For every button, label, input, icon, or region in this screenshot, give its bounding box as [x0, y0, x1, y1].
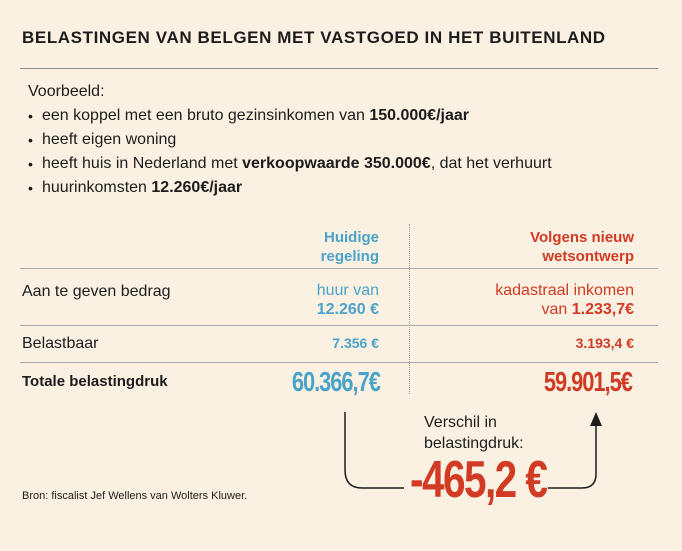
arrow-up-icon [590, 412, 602, 426]
difference-caption-line1: Verschil in [424, 414, 497, 431]
difference-value: -465,2 € [410, 451, 547, 509]
bullet-icon: • [28, 108, 33, 124]
cell-amount-new-line2-bold: 1.233,7€ [571, 301, 634, 318]
source-note: Bron: fiscalist Jef Wellens van Wolters Kluwer. [22, 490, 248, 502]
difference-caption-line2: belastingdruk: [424, 435, 524, 452]
bullet-icon: • [28, 156, 33, 172]
item-bold: 12.260€/jaar [151, 179, 243, 196]
difference-caption [424, 412, 524, 454]
item-text: heeft eigen woning [42, 131, 177, 148]
row-label-total: Totale belastingdruk [22, 373, 168, 390]
bullet-icon: • [28, 180, 33, 196]
item-text: een koppel met een bruto gezinsinkomen van [42, 107, 370, 124]
cell-taxable-new: 3.193,4 € [575, 335, 634, 351]
item-text-post: , dat het verhuurt [430, 155, 552, 172]
example-intro: Voorbeeld: [28, 83, 105, 100]
cell-amount-current-line1: huur van [316, 282, 379, 299]
item-bold: verkoopwaarde 350.000€ [242, 155, 431, 172]
cell-amount-new-line1: kadastraal inkomen [495, 282, 634, 299]
connector-line [548, 424, 596, 488]
cell-taxable-current: 7.356 € [332, 335, 379, 351]
column-header-new-line1: Volgens nieuw [530, 229, 634, 246]
column-header-current-line2: regeling [320, 248, 379, 265]
item-text: huurinkomsten [42, 179, 152, 196]
item-text: heeft huis in Nederland met [42, 155, 243, 172]
bullet-icon: • [28, 132, 33, 148]
total-new-value: 59.901,5€ [543, 366, 632, 397]
cell-amount-current-line2: 12.260 € [316, 301, 379, 318]
connector-line [345, 412, 404, 488]
column-header-current-line1: Huidige [324, 229, 379, 246]
page-title: BELASTINGEN VAN BELGEN MET VASTGOED IN HET BUITENLAND [22, 28, 606, 47]
column-header-new-line2: wetsontwerp [542, 248, 634, 265]
row-label-taxable: Belastbaar [22, 335, 99, 352]
row-label-amount: Aan te geven bedrag [22, 283, 171, 300]
cell-amount-new-line2-pre: van [541, 301, 572, 318]
total-current-value: 60.366,7€ [291, 366, 380, 397]
item-bold: 150.000€/jaar [369, 107, 469, 124]
